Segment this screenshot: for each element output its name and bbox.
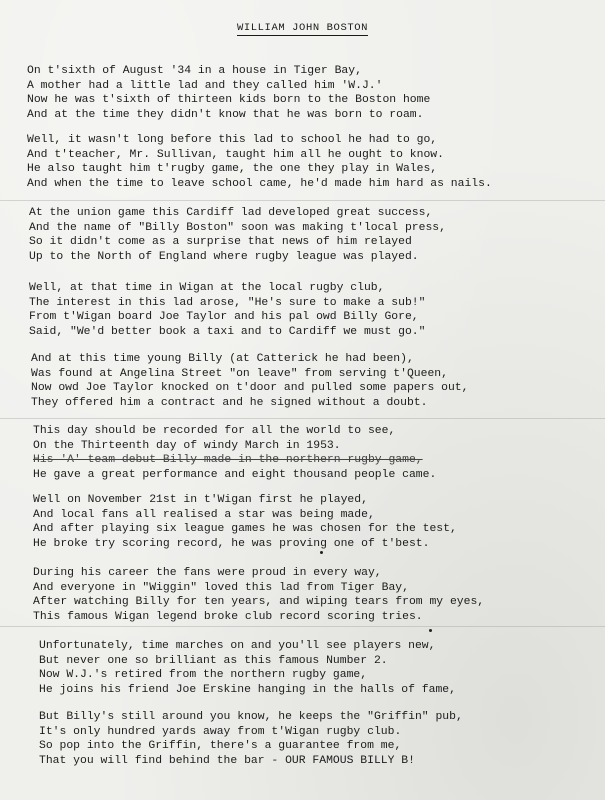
poem-line: At the union game this Cardiff lad developed great success,	[29, 207, 433, 219]
paper-fold-line	[0, 418, 605, 419]
poem-line-struck-through: His 'A' team debut Billy made in the northern rugby game,	[33, 454, 423, 467]
poem-line: And at this time young Billy (at Catterick he had been),	[31, 353, 414, 365]
poem-line: And t'teacher, Mr. Sullivan, taught him all he ought to know.	[27, 148, 444, 161]
poem-line: That you will find behind the bar - OUR FAMOUS BILLY B!	[39, 754, 415, 767]
stanza-3	[29, 206, 605, 264]
poem-line: And after playing six league games he was chosen for the test,	[33, 523, 457, 536]
poem-line: Unfortunately, time marches on and you'll see players new,	[39, 640, 436, 652]
poem-line: And the name of "Billy Boston" soon was making t'local press,	[29, 221, 446, 234]
poem-line: On the Thirteenth day of windy March in 1953.	[33, 439, 341, 452]
stanza-1	[27, 64, 605, 122]
poem-title	[0, 22, 605, 34]
poem-line: Well on November 21st in t'Wigan first he played,	[33, 494, 368, 506]
poem-line: And local fans all realised a star was being made,	[33, 508, 375, 521]
poem-line: Now he was t'sixth of thirteen kids born to the Boston home	[27, 94, 431, 107]
poem-line: So pop into the Griffin, there's a guarantee from me,	[39, 740, 402, 753]
paper-fold-line	[0, 200, 605, 201]
poem-line: Well, at that time in Wigan at the local rugby club,	[29, 282, 385, 294]
poem-line: This famous Wigan legend broke club record scoring tries.	[33, 610, 423, 623]
stanza-4	[29, 281, 605, 339]
poem-line: He joins his friend Joe Erskine hanging in the halls of fame,	[39, 683, 456, 696]
poem-line: He also taught him t'rugby game, the one they play in Wales,	[27, 163, 438, 176]
stanza-8	[33, 566, 605, 624]
poem-line: A mother had a little lad and they called him 'W.J.'	[27, 79, 383, 92]
poem-line: He gave a great performance and eight thousand people came.	[33, 468, 437, 481]
poem-line: Said, "We'd better book a taxi and to Cardiff we must go."	[29, 325, 426, 338]
poem-line: Now owd Joe Taylor knocked on t'door and pulled some papers out,	[31, 382, 469, 395]
poem-line: And everyone in "Wiggin" loved this lad from Tiger Bay,	[33, 581, 409, 594]
poem-line: And when the time to leave school came, he'd made him hard as nails.	[27, 177, 492, 190]
poem-line: The interest in this lad arose, "He's sure to make a sub!"	[29, 296, 426, 309]
poem-line: Was found at Angelina Street "on leave" from serving t'Queen,	[31, 367, 448, 380]
poem-line: They offered him a contract and he signed without a doubt.	[31, 396, 428, 409]
poem-line: He broke try scoring record, he was proving one of t'best.	[33, 537, 430, 550]
poem-title-text: WILLIAM JOHN BOSTON	[236, 22, 369, 34]
poem-line: It's only hundred yards away from t'Wigan rugby club.	[39, 725, 402, 738]
poem-line: And at the time they didn't know that he was born to roam.	[27, 108, 424, 121]
ink-speck	[429, 629, 432, 632]
poem-line: But never one so brilliant as this famous Number 2.	[39, 654, 388, 667]
stanza-10	[39, 710, 605, 768]
poem-line: From t'Wigan board Joe Taylor and his pal owd Billy Gore,	[29, 311, 419, 324]
poem-line: Well, it wasn't long before this lad to school he had to go,	[27, 134, 438, 146]
poem-line: Now W.J.'s retired from the northern rugby game,	[39, 669, 368, 682]
stanza-5	[31, 352, 605, 410]
stanza-6	[33, 424, 605, 482]
poem-line: Up to the North of England where rugby league was played.	[29, 250, 419, 263]
stanza-9	[39, 639, 605, 697]
poem-line: So it didn't come as a surprise that news of him relayed	[29, 236, 412, 249]
poem-line: After watching Billy for ten years, and wiping tears from my eyes,	[33, 596, 485, 609]
poem-line: This day should be recorded for all the world to see,	[33, 425, 396, 437]
paper-fold-line	[0, 626, 605, 627]
poem-line: But Billy's still around you know, he keeps the "Griffin" pub,	[39, 711, 463, 723]
poem-line: During his career the fans were proud in every way,	[33, 567, 382, 579]
stanza-7	[33, 493, 605, 551]
stanza-2	[27, 133, 605, 191]
ink-speck	[320, 551, 323, 554]
poem-line: On t'sixth of August '34 in a house in Tiger Bay,	[27, 65, 362, 77]
